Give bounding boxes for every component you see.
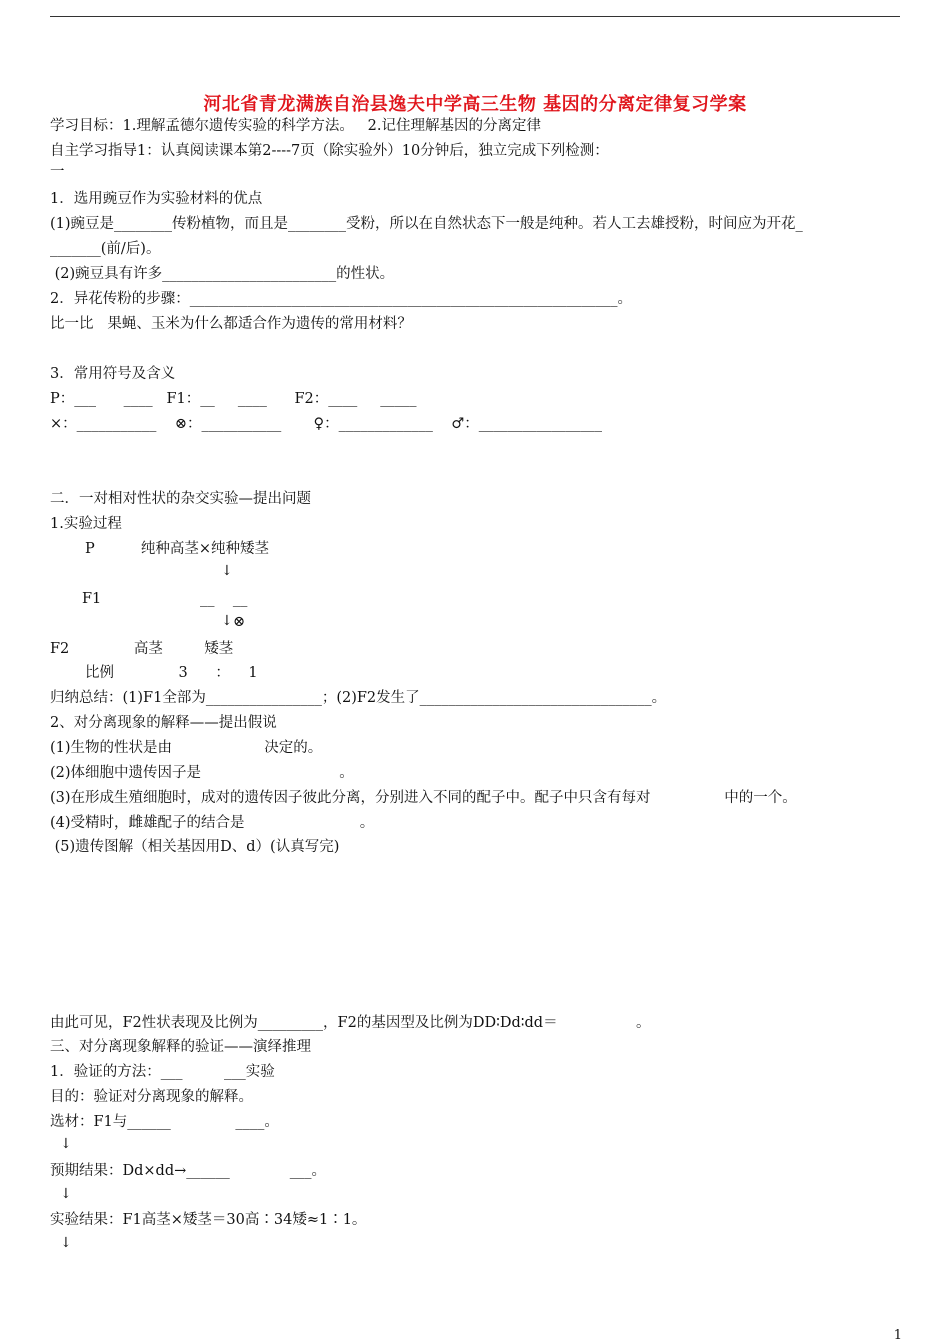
explanation-heading: 2、对分离现象的解释——提出假说 bbox=[50, 715, 277, 731]
experiment-process: 1.实验过程 bbox=[50, 516, 122, 532]
question-1-2: (2)豌豆具有许多________________________的性状。 bbox=[50, 266, 395, 282]
page-title: 河北省青龙满族自治县逸夫中学高三生物 基因的分离定律复习学案 bbox=[203, 94, 747, 115]
conclusion-line: 由此可见，F2性状表现及比例为_________，F2的基因型及比例为DD∶Dd∶dd＝ 。 bbox=[50, 1015, 651, 1031]
question-1-1: (1)豌豆是________传粉植物，而且是________受粉，所以在自然状态下一般是纯种。若人工去雄授粉，时间应为开花_ bbox=[50, 216, 803, 232]
symbols-row-2: ×：___________ ⊗：___________ ♀：_____________ ♂：_________________ bbox=[50, 416, 603, 432]
experiment-result: 实验结果：F1高茎×矮茎＝30高∶34矮≈1∶1。 bbox=[50, 1212, 367, 1228]
purpose-line: 目的：验证对分离现象的解释。 bbox=[50, 1089, 253, 1105]
page-number: 1 bbox=[893, 1328, 902, 1343]
question-1: 1．选用豌豆作为实验材料的优点 bbox=[50, 191, 263, 207]
self-cross-symbol: ⊗ bbox=[233, 614, 246, 630]
header-rule bbox=[50, 16, 900, 17]
question-1-1-cont: _______(前/后)。 bbox=[50, 241, 161, 257]
explanation-5: (5)遗传图解（相关基因用D、d）(认真写完) bbox=[50, 839, 340, 855]
summary-line: 归纳总结：(1)F1全部为________________；(2)F2发生了________________________________。 bbox=[50, 690, 667, 706]
f1-blank: __ __ bbox=[200, 591, 248, 607]
study-guide: 自主学习指导1：认真阅读课本第2----7页（除实验外）10分钟后，独立完成下列检测： bbox=[50, 143, 609, 159]
ratio-row: 比例 3 ： 1 bbox=[85, 665, 258, 681]
explanation-1: (1)生物的性状是由 决定的。 bbox=[50, 740, 323, 756]
down-arrow-icon: ↓ bbox=[60, 1186, 72, 1202]
down-arrow-icon: ↓ bbox=[221, 613, 233, 629]
f2-generation: F2 高茎 矮茎 bbox=[50, 641, 234, 657]
material-line: 选材：F1与______ ____。 bbox=[50, 1114, 279, 1130]
section-one-marker: 一 bbox=[50, 164, 65, 180]
learning-goal: 学习目标：1.理解孟德尔遗传实验的科学方法。 2.记住理解基因的分离定律 bbox=[50, 118, 541, 134]
expected-result: 预期结果：Dd×dd→______ ___。 bbox=[50, 1163, 326, 1179]
section-three-heading: 三、对分离现象解释的验证——演绎推理 bbox=[50, 1039, 311, 1055]
explanation-2: (2)体细胞中遗传因子是 。 bbox=[50, 765, 354, 781]
down-arrow-icon: ↓ bbox=[60, 1136, 72, 1152]
question-2: 2．异花传粉的步骤：___________________________________________________________。 bbox=[50, 291, 632, 307]
down-arrow-icon: ↓ bbox=[221, 563, 233, 579]
down-arrow-icon: ↓ bbox=[60, 1235, 72, 1251]
question-3: 3．常用符号及含义 bbox=[50, 366, 176, 382]
section-two-heading: 二．一对相对性状的杂交实验—提出问题 bbox=[50, 491, 311, 507]
explanation-3: (3)在形成生殖细胞时，成对的遗传因子彼此分离，分别进入不同的配子中。配子中只含有每对 中的一个。 bbox=[50, 790, 797, 806]
f1-generation-label: F1 bbox=[82, 591, 102, 607]
symbols-row-1: P：___ ____ F1：__ ____ F2：____ _____ bbox=[50, 391, 417, 407]
explanation-4: (4)受精时，雌雄配子的结合是 。 bbox=[50, 815, 375, 831]
compare-prompt: 比一比 果蝇、玉米为什么都适合作为遗传的常用材料？ bbox=[50, 316, 412, 332]
parent-generation: P 纯种高茎×纯种矮茎 bbox=[85, 541, 269, 557]
verification-method: 1．验证的方法：___ ___实验 bbox=[50, 1064, 275, 1080]
